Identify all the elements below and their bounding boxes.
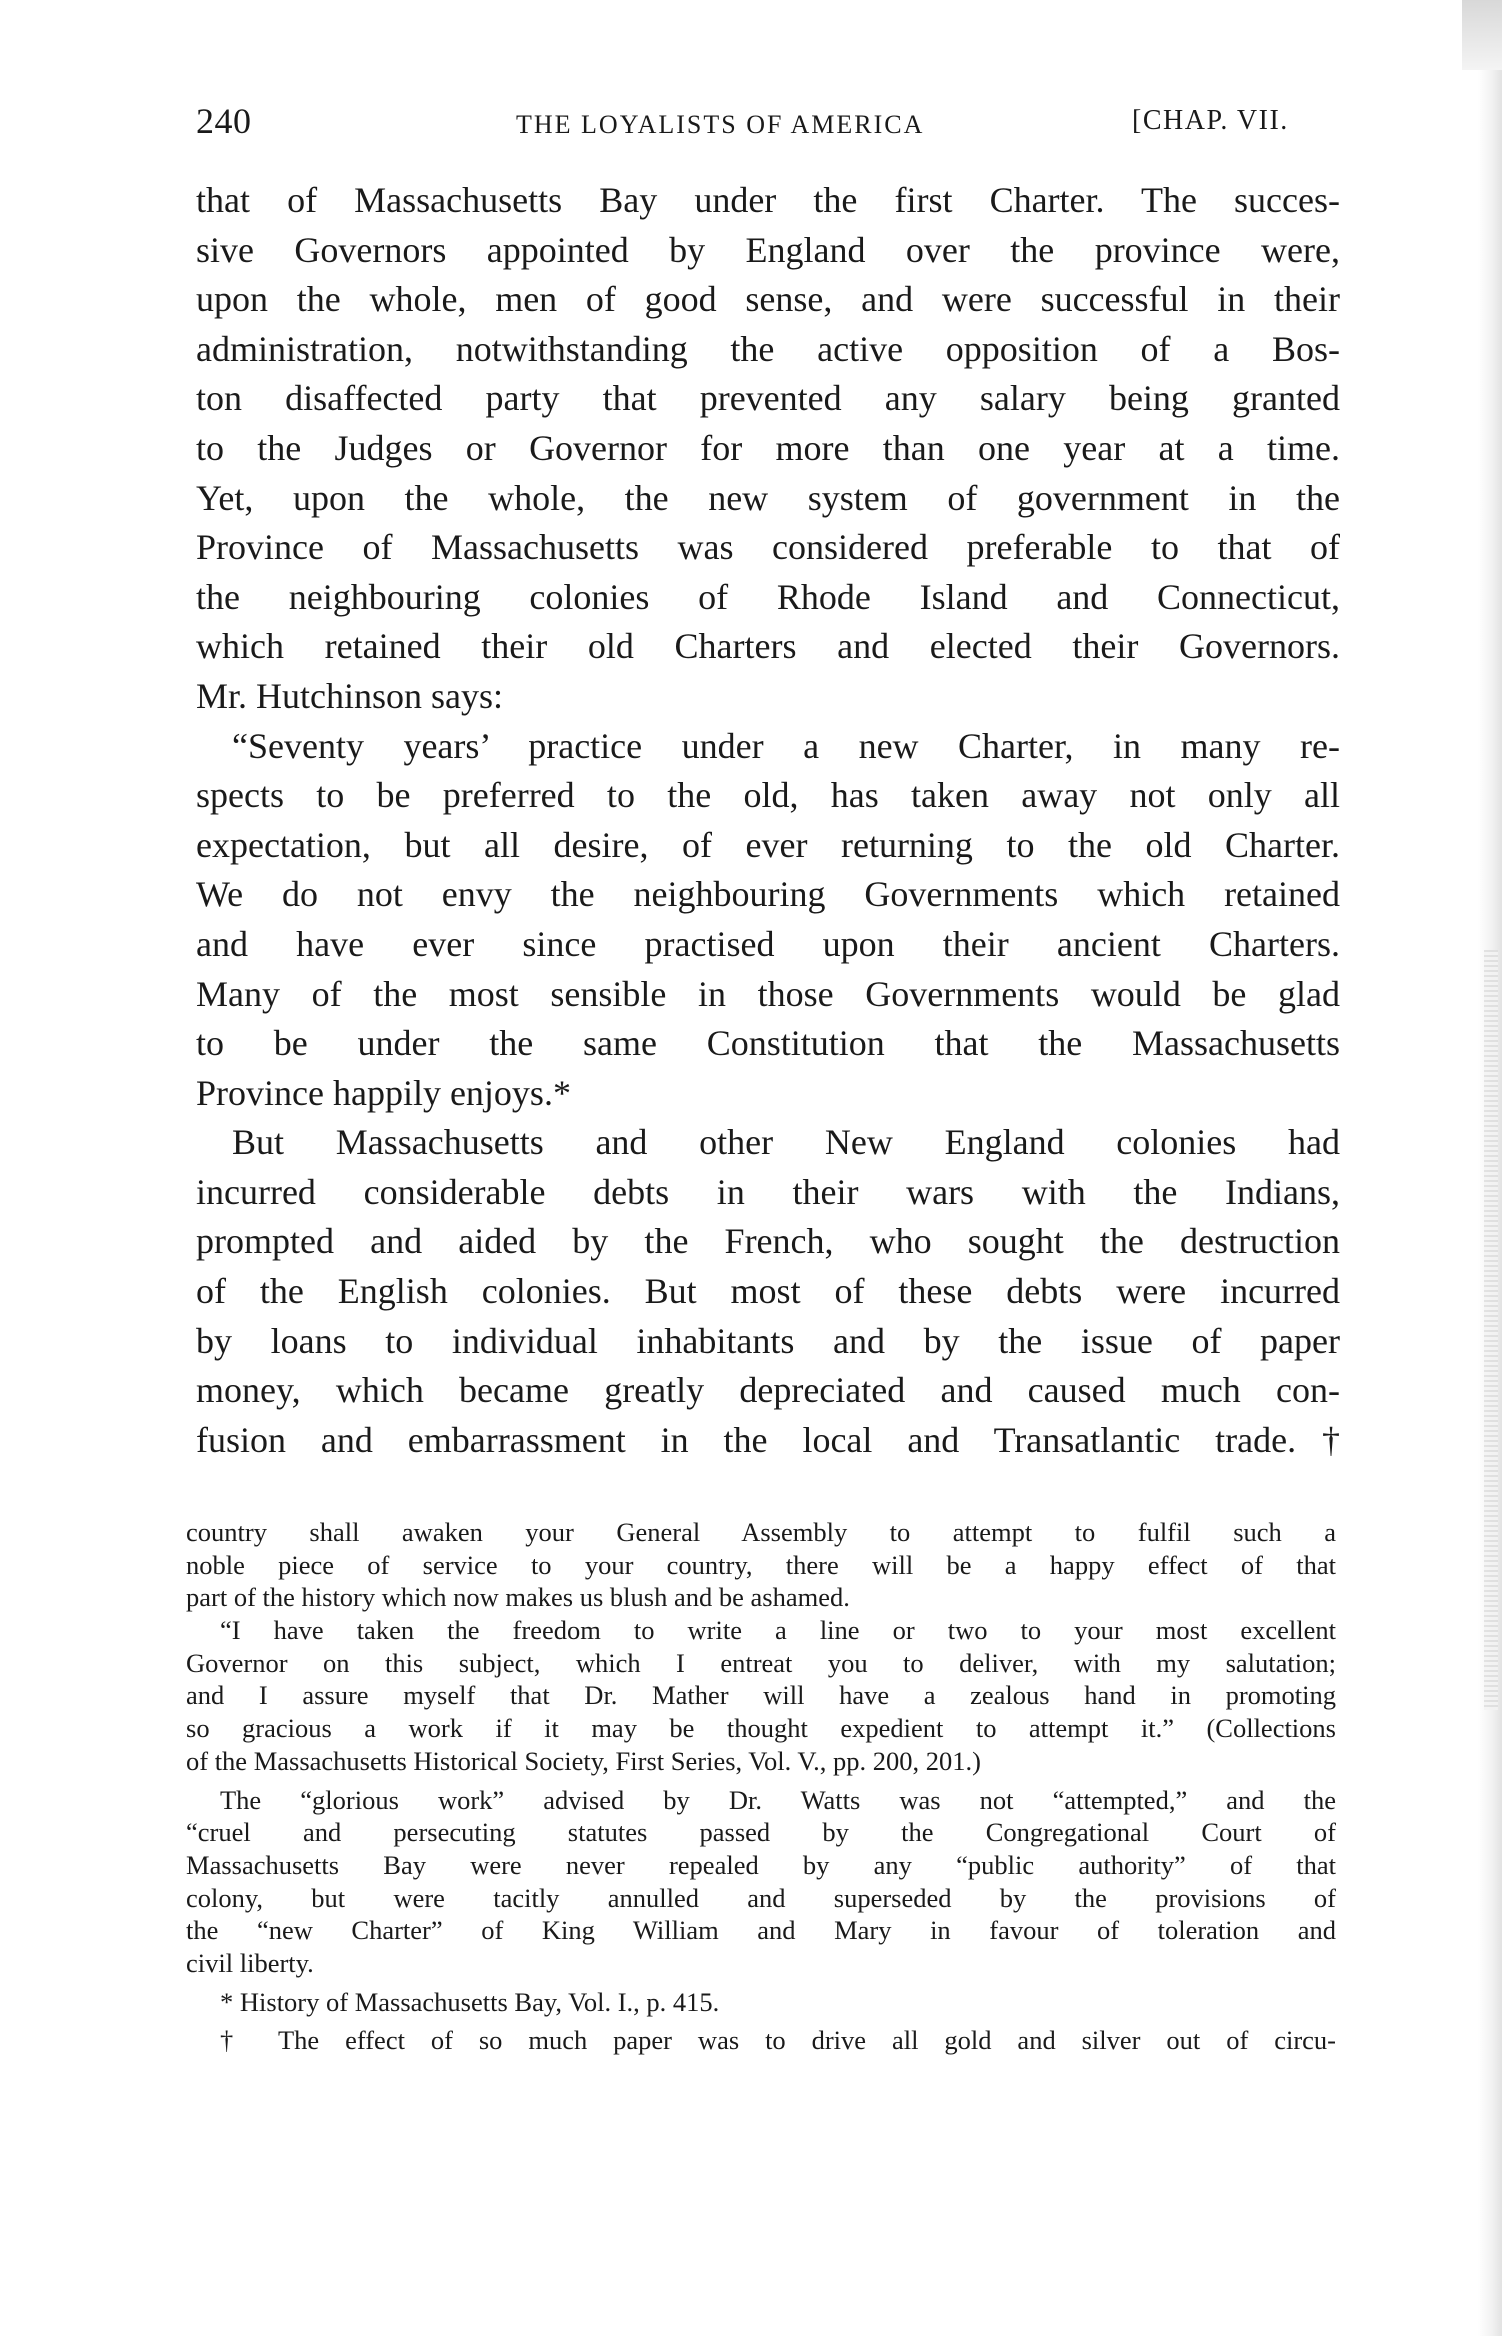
scan-edge-shadow [1462,0,1502,70]
footnote-line: so gracious a work if it may be thought expedient to attempt it.” (Collections [186,1713,1336,1744]
text-line: incurred considerable debts in their wars with the Indians, [196,1171,1340,1212]
text-line: of the English colonies. But most of these debts were incurred [196,1271,1340,1312]
text-line: sive Governors appointed by England over the province were, [196,229,1340,270]
footnote-history-reference: * History of Massachusetts Bay, Vol. I., p. 415. [220,1986,720,2017]
quote-line: and have ever since practised upon their ancient Charters. [196,923,1340,964]
text-line: Mr. Hutchinson says: [196,675,504,716]
text-line: the neighbouring colonies of Rhode Island and Connecticut, [196,576,1340,617]
footnote-line: and I assure myself that Dr. Mather will have a zealous hand in promoting [186,1680,1336,1711]
text-line: that of Massachusetts Bay under the first Charter. The succes- [196,180,1340,220]
footnote-paper-money: † The effect of so much paper was to drive all gold and silver out of circu- [220,2025,1336,2056]
text-line: money, which became greatly depreciated and caused much con- [196,1370,1340,1411]
footnote-line: Massachusetts Bay were never repealed by any “public authority” of that [186,1849,1336,1880]
text-line: fusion and embarrassment in the local and Transatlantic trade.† [196,1419,1340,1460]
quote-line: We do not envy the neighbouring Governments which retained [196,874,1340,915]
main-text [196,176,1340,1465]
quote-line: “Seventy years’ practice under a new Charter, in many re- [232,725,1340,766]
text-line: upon the whole, men of good sense, and were successful in their [196,279,1340,320]
footnote-line: noble piece of service to your country, there will be a happy effect of that [186,1549,1336,1580]
footnote-line: part of the history which now makes us blush and be ashamed. [186,1582,850,1613]
footnote-line: The “glorious work” advised by Dr. Watts was not “attempted,” and the [220,1784,1336,1815]
quote-line: Many of the most sensible in those Governments would be glad [196,973,1340,1014]
text-line: by loans to individual inhabitants and by the issue of paper [196,1320,1340,1361]
footnote-line: of the Massachusetts Historical Society, First Series, Vol. V., pp. 200, 201.) [186,1745,981,1776]
running-title: THE LOYALISTS OF AMERICA [516,110,925,139]
page-number: 240 [196,101,252,141]
text-line: Yet, upon the whole, the new system of government in the [196,477,1340,518]
chapter-reference: [CHAP. VII. [1132,105,1289,136]
footnotes [186,1516,1336,2057]
footnote-line: Governor on this subject, which I entreat you to deliver, with my salutation; [186,1647,1336,1678]
quote-line: to be under the same Constitution that the Massachusetts [196,1023,1340,1064]
text-line: which retained their old Charters and elected their Governors. [196,626,1340,667]
text-line: ton disaffected party that prevented any salary being granted [196,378,1340,419]
running-header [196,100,1346,160]
text-line: administration, notwithstanding the active opposition of a Bos- [196,328,1340,369]
quote-line: spects to be preferred to the old, has taken away not only all [196,775,1340,816]
footnote-line: colony, but were tacitly annulled and superseded by the provisions of [186,1882,1336,1913]
footnote-line: civil liberty. [186,1947,314,1978]
quote-line: Province happily enjoys.* [196,1072,571,1113]
text-line: Province of Massachusetts was considered preferable to that of [196,527,1340,568]
quote-line: expectation, but all desire, of ever returning to the old Charter. [196,824,1340,865]
footnote-line: “I have taken the freedom to write a line or two to your most excellent [220,1615,1336,1646]
text-line: prompted and aided by the French, who sought the destruction [196,1221,1340,1262]
footnote-line: “cruel and persecuting statutes passed by the Congregational Court of [186,1817,1336,1848]
text-line: to the Judges or Governor for more than one year at a time. [196,427,1340,468]
scan-edge-texture [1484,950,1498,1710]
text-line: But Massachusetts and other New England colonies had [232,1122,1340,1163]
footnote-line: the “new Charter” of King William and Mary in favour of toleration and [186,1915,1336,1946]
footnote-line: country shall awaken your General Assembly to attempt to fulfil such a [186,1517,1336,1547]
